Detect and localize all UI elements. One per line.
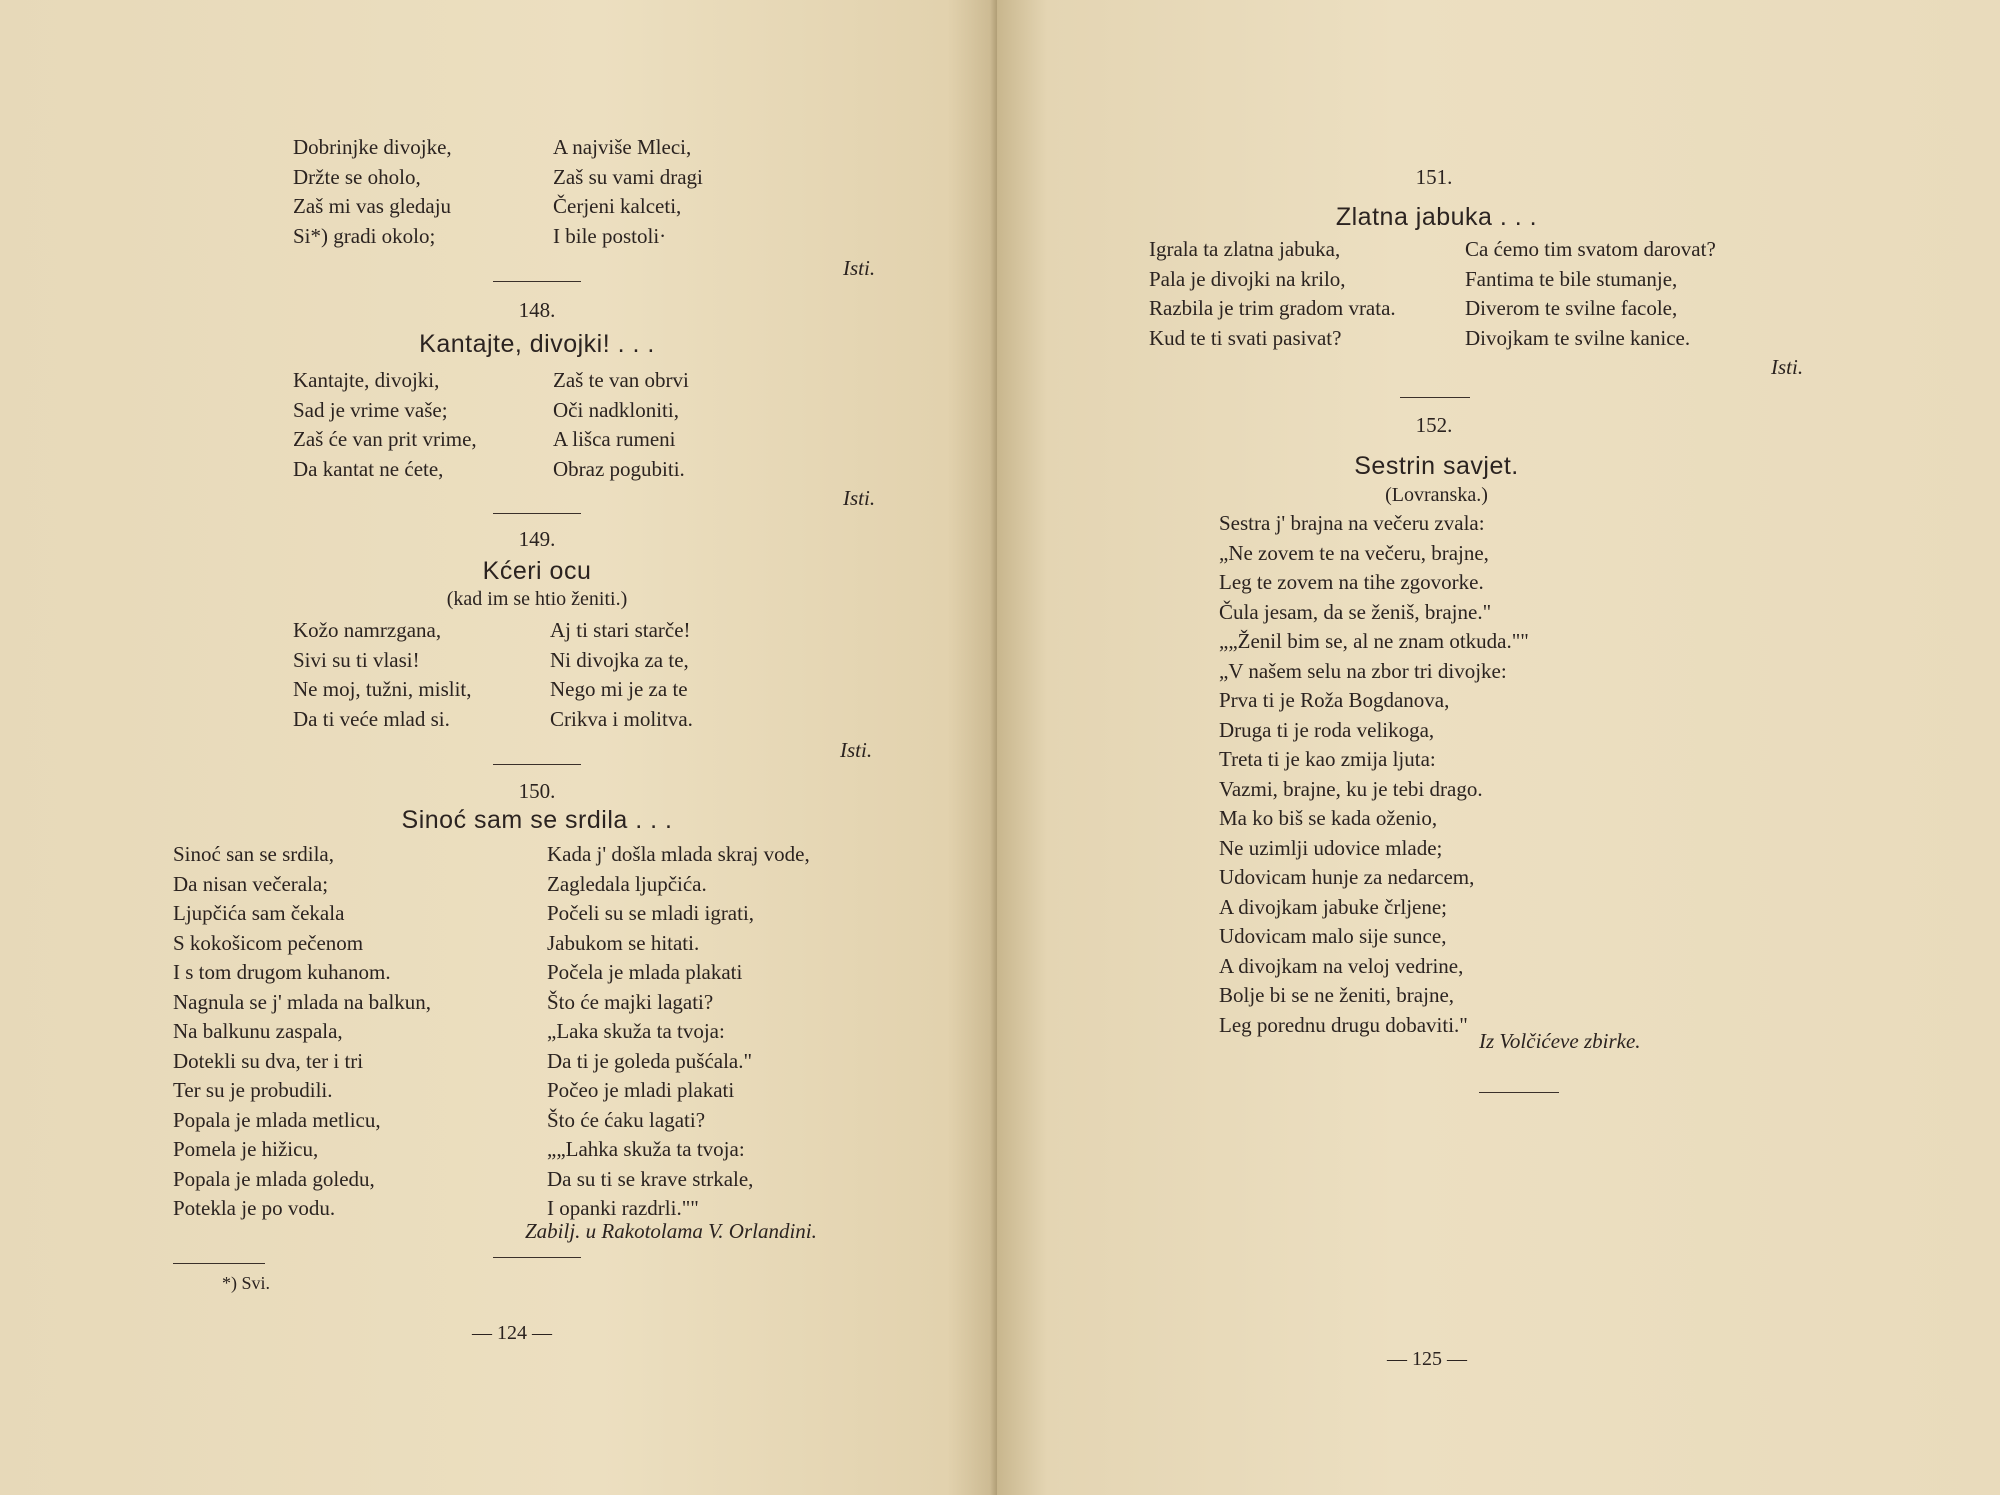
verse-line: Vazmi, brajne, ku je tebi drago. [1219,776,1483,801]
poem150-number: 150. [518,779,556,803]
verse-line: Oči nadkloniti, [553,397,679,422]
page-number: — 124 — [472,1322,552,1344]
poem150-col1 [173,840,431,1224]
verse-line: Kožo namrzgana, [293,618,442,642]
divider-rule [1479,1092,1559,1093]
verse-line: Leg porednu drugu dobaviti." [1219,1012,1468,1037]
verse-line: A divojkam na veloj vedrine, [1219,953,1464,978]
poem150-col2 [547,840,810,1224]
verse-line: Potekla je po vodu. [173,1196,336,1220]
divider-rule [493,764,581,765]
verse-line: A divojkam jabuke črljene; [1219,894,1448,919]
verse-line: Da ti veće mlad si. [293,706,450,731]
verse-line: Druga ti je roda velikoga, [1219,717,1435,742]
poem150-source: Zabilj. u Rakotolama V. Orlandini. [525,1219,817,1243]
verse-line: Igrala ta zlatna jabuka, [1149,237,1341,261]
verse-line: Dotekli su dva, ter i tri [173,1048,364,1073]
poem148-title: Kantajte, divojki! . . . [419,330,655,358]
verse-line: Zaš će van prit vrime, [293,427,477,451]
poem151-source: Isti. [1771,355,1804,379]
verse-line: Nego mi je za te [550,677,688,701]
verse-line: A najviše Mleci, [553,135,692,159]
verse-line: Pala je divojki na krilo, [1149,266,1346,291]
poem149-source: Isti. [840,738,873,762]
verse-line: A lišca rumeni [553,427,676,451]
verse-line: Ma ko biš se kada oženio, [1219,806,1438,830]
divider-rule [493,1257,581,1258]
verse-line: Da nisan večerala; [173,871,329,896]
verse-line: Da su ti se krave strkale, [547,1166,754,1191]
verse-line: Zaš te van obrvi [553,368,689,392]
verse-line: Pomela je hižicu, [173,1137,319,1161]
verse-line: Aj ti stari starče! [550,618,691,642]
verse-line: S kokošicom pečenom [173,930,364,955]
verse-line: Udovicam malo sije sunce, [1219,924,1447,948]
verse-line: Što će majki lagati? [547,989,714,1014]
footnote-rule [173,1263,265,1264]
verse-line: Počeo je mladi plakati [547,1078,735,1102]
verse-line: „V našem selu na zbor tri divojke: [1219,658,1507,683]
verse-line: Udovicam hunje za nedarcem, [1219,865,1475,889]
poem149-col2 [550,616,693,734]
verse-line: Leg te zovem na tihe zgovorke. [1219,570,1484,594]
poem148-col1 [293,366,477,484]
verse-line: Bolje bi se ne ženiti, brajne, [1219,983,1455,1007]
verse-line: „Laka skuža ta tvoja: [547,1019,725,1043]
divider-rule [493,513,581,514]
verse-line: „„Ženil bim se, al ne znam otkuda."" [1219,629,1529,653]
verse-line: Divojkam te svilne kanice. [1465,325,1691,350]
verse-line: Razbila je trim gradom vrata. [1149,296,1396,320]
poem151-col2 [1465,235,1716,353]
poem152-title: Sestrin savjet. [1354,452,1519,480]
poem149-number: 149. [518,527,556,551]
verse-line: Držte se oholo, [293,164,421,189]
verse-line: Zagledala ljupčića. [547,871,707,896]
divider-rule [1400,397,1470,398]
left-page [0,0,997,1495]
verse-line: Prva ti je Roža Bogdanova, [1219,688,1450,712]
poem148-number: 148. [518,298,556,322]
verse-line: Da kantat ne ćete, [293,456,444,481]
verse-line: Si*) gradi okolo; [293,223,436,248]
verse-line: „„Lahka skuža ta tvoja: [547,1137,745,1161]
verse-line: Sinoć san se srdila, [173,842,334,866]
poem149-title: Kćeri ocu [482,557,592,585]
poem147-col1 [293,133,452,251]
poem151-title: Zlatna jabuka . . . [1335,203,1538,231]
poem151-col1 [1149,235,1396,353]
verse-line: I opanki razdrli."" [547,1196,699,1220]
verse-line: Ter su je probudili. [173,1078,333,1102]
verse-line: Ne moj, tužni, mislit, [293,677,472,701]
verse-line: Čula jesam, da se ženiš, brajne." [1219,599,1492,624]
verse-line: Sad je vrime vaše; [293,397,448,422]
verse-line: Zaš mi vas gledaju [293,194,452,218]
verse-line: Popala je mlada goledu, [173,1166,375,1191]
verse-line: Čerjeni kalceti, [553,194,682,218]
verse-line: Ni divojka za te, [550,647,689,672]
poem152-subtitle: (Lovranska.) [1385,484,1488,506]
poem152-source: Iz Volčićeve zbirke. [1479,1029,1641,1053]
poem149-col1 [293,616,472,734]
verse-line: Sestra j' brajna na večeru zvala: [1219,511,1485,535]
verse-line: „Ne zovem te na večeru, brajne, [1219,540,1489,565]
verse-line: Počela je mlada plakati [547,960,743,984]
poem149-subtitle: (kad im se htio ženiti.) [446,588,628,610]
verse-line: Nagnula se j' mlada na balkun, [173,989,432,1014]
verse-line: Dobrinjke divojke, [293,135,452,159]
verse-line: Ljupčića sam čekala [173,901,345,925]
poem148-col2 [553,366,689,484]
verse-line: Diverom te svilne facole, [1465,296,1678,320]
poem152-number: 152. [1415,413,1453,437]
verse-line: Popala je mlada metlicu, [173,1107,381,1132]
poem147-source: Isti. [843,256,876,280]
poem151-number: 151. [1415,165,1453,189]
verse-line: Da ti je goleda pušćala." [547,1048,753,1073]
verse-line: Kada j' došla mlada skraj vode, [547,842,810,866]
verse-line: Obraz pogubiti. [553,456,685,481]
verse-line: Počeli su se mladi igrati, [547,901,755,925]
verse-line: Zaš su vami dragi [553,164,703,189]
verse-line: Ca ćemo tim svatom darovat? [1465,237,1716,261]
poem152-lines [1219,509,1529,1040]
verse-line: Na balkunu zaspala, [173,1019,343,1043]
verse-line: Sivi su ti vlasi! [293,647,420,672]
page-number: — 125 — [1387,1348,1467,1370]
verse-line: Kantajte, divojki, [293,368,440,392]
verse-line: I bile postoli· [553,223,667,248]
verse-line: Kud te ti svati pasivat? [1149,325,1342,350]
verse-line: Ne uzimlji udovice mlade; [1219,835,1443,860]
divider-rule [493,281,581,282]
poem147-col2 [553,133,703,251]
footnote: *) Svi. [222,1273,271,1293]
verse-line: Što će ćaku lagati? [547,1107,706,1132]
poem148-source: Isti. [843,486,876,510]
poem150-title: Sinoć sam se srdila . . . [401,806,673,834]
verse-line: Jabukom se hitati. [547,930,700,955]
verse-line: Treta ti je kao zmija ljuta: [1219,747,1436,771]
verse-line: Crikva i molitva. [550,706,693,731]
verse-line: Fantima te bile stumanje, [1465,266,1678,291]
right-page [997,0,2000,1495]
verse-line: I s tom drugom kuhanom. [173,960,391,984]
